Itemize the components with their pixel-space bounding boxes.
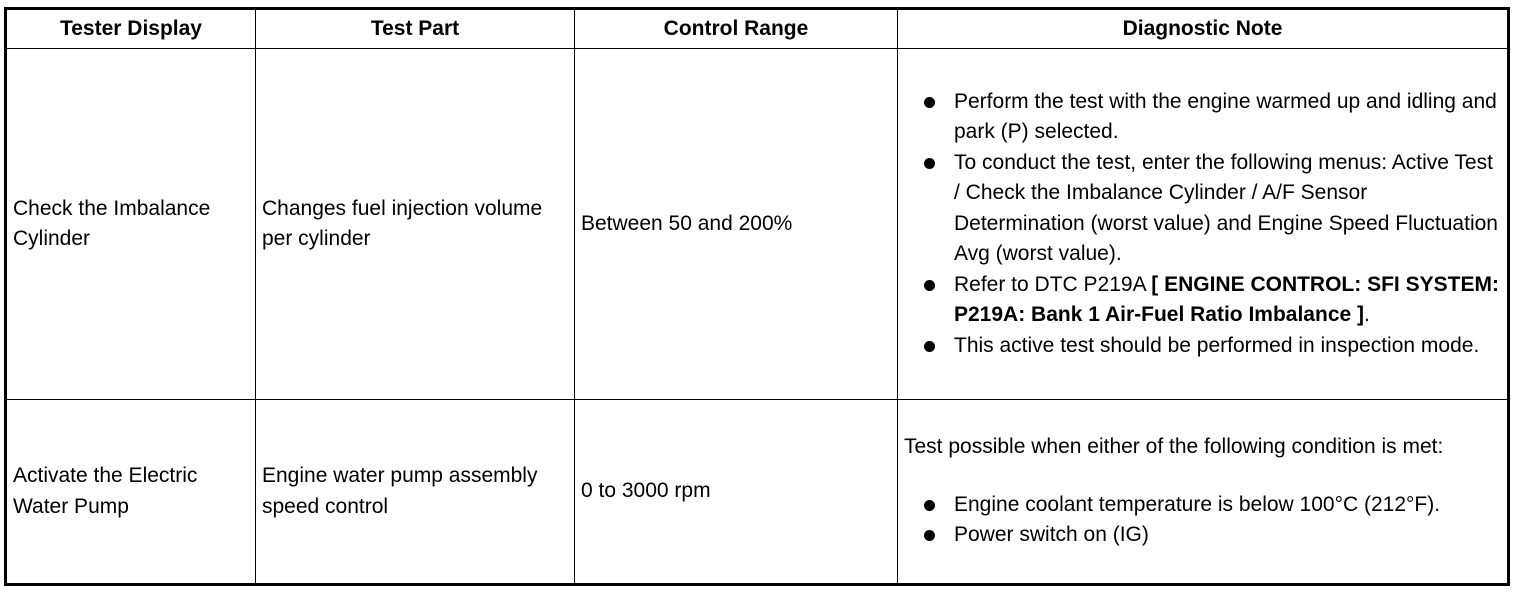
note-item — [904, 331, 1501, 362]
note-lead: Test possible when either of the following condition is met: — [904, 435, 1444, 459]
cell-diagnostic-note — [898, 400, 1509, 585]
active-test-table — [4, 7, 1510, 586]
cell-control-range: 0 to 3000 rpm — [575, 400, 898, 585]
note-item — [904, 490, 1501, 521]
table-row — [6, 49, 1509, 400]
cell-tester-display: Check the Imbalance Cylinder — [6, 49, 256, 400]
bullet-icon — [924, 530, 935, 541]
bullet-icon — [924, 341, 935, 352]
spacer — [904, 463, 1501, 490]
cell-test-part: Engine water pump assembly speed control — [256, 400, 575, 585]
header-row — [6, 9, 1509, 49]
note-text: Engine coolant temperature is below 100°C (212°F). — [954, 492, 1441, 516]
header-test-part: Test Part — [256, 9, 575, 49]
bullet-icon — [924, 500, 935, 511]
note-text: To conduct the test, enter the following menus: Active Test / Check the Imbalance Cylinder / A/F Sensor Determination (worst value) and Engine Speed Fluctuation Avg (worst value). — [954, 150, 1498, 266]
table-row — [6, 400, 1509, 585]
note-item — [904, 520, 1501, 551]
note-text: Power switch on (IG) — [954, 523, 1149, 547]
header-diagnostic-note: Diagnostic Note — [898, 9, 1509, 49]
cell-test-part: Changes fuel injection volume per cylinder — [256, 49, 575, 400]
note-list — [904, 490, 1501, 551]
note-item: Refer to DTC P219A [ ENGINE CONTROL: SFI SYSTEM: P219A: Bank 1 Air-Fuel Ratio Imbalance ]. — [904, 270, 1501, 331]
bullet-icon — [924, 280, 935, 291]
header-tester-display: Tester Display — [6, 9, 256, 49]
bullet-icon — [924, 97, 935, 108]
note-text: Perform the test with the engine warmed up and idling and park (P) selected. — [954, 89, 1497, 144]
cell-diagnostic-note — [898, 49, 1509, 400]
note-list — [904, 87, 1501, 362]
cell-control-range: Between 50 and 200% — [575, 49, 898, 400]
bullet-icon — [924, 158, 935, 169]
header-control-range: Control Range — [575, 9, 898, 49]
cell-tester-display: Activate the Electric Water Pump — [6, 400, 256, 585]
dtc-reference-link[interactable]: [ ENGINE CONTROL: SFI SYSTEM: P219A: Bank 1 Air-Fuel Ratio Imbalance ] — [954, 272, 1499, 327]
note-text: Refer to DTC P219A — [954, 272, 1146, 296]
note-text: This active test should be performed in inspection mode. — [954, 333, 1480, 357]
note-item — [904, 87, 1501, 148]
note-item — [904, 148, 1501, 270]
